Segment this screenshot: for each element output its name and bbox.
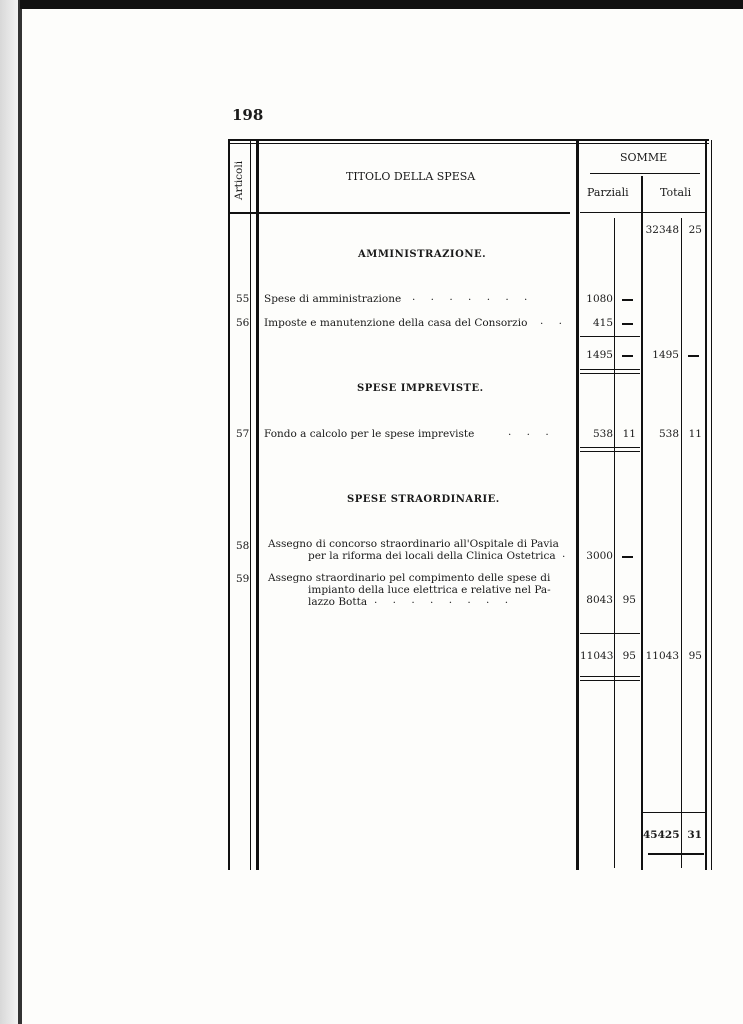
- col-totali-left: [641, 176, 643, 870]
- page-number: 198: [232, 106, 264, 124]
- row-description-line2: impianto della luce elettrica e relative nel Pa-: [308, 584, 551, 596]
- grand-total-rule: [643, 812, 707, 813]
- double-rule: [580, 373, 640, 374]
- col-articoli-right: [250, 140, 251, 870]
- table-right-border: [705, 140, 707, 870]
- row-parziali: 8043: [586, 594, 613, 606]
- double-rule: [580, 447, 640, 448]
- article-number: 58: [236, 540, 250, 552]
- col-titolo-left: [256, 140, 259, 870]
- page-left-edge: [18, 0, 22, 1024]
- header-bottom-rule-right: [580, 212, 707, 213]
- row-description: Spese di amministrazione: [264, 293, 402, 305]
- article-number: 56: [236, 317, 250, 329]
- subtotal-parziali-cent: 95: [622, 650, 636, 662]
- subtotal-totali-dash: [688, 355, 699, 357]
- leader-dots: .: [562, 548, 572, 560]
- page-binding-shadow: [0, 0, 18, 1024]
- carry-forward-total: 32348: [645, 224, 679, 236]
- row-parziali-cent-dash: [622, 299, 633, 301]
- carry-forward-cent: 25: [688, 224, 702, 236]
- table-top-rule-thin: [228, 143, 709, 144]
- row-totali-cent: 11: [688, 428, 702, 440]
- header-bottom-rule: [230, 212, 570, 214]
- header-somme: SOMME: [620, 151, 668, 164]
- section-amministrazione: AMMINISTRAZIONE.: [358, 249, 487, 260]
- row-description-line2: per la riforma dei locali della Clinica Ostetrica: [308, 550, 556, 562]
- header-totali: Totali: [660, 186, 692, 199]
- row-parziali: 3000: [586, 550, 613, 562]
- row-description-line3: lazzo Botta: [308, 596, 368, 608]
- row-parziali: 538: [592, 428, 613, 440]
- double-rule: [580, 676, 640, 677]
- grand-total: 45425: [643, 829, 680, 841]
- leader-dots: . .: [540, 315, 569, 327]
- col-parziali-cent: [614, 218, 615, 868]
- header-titolo: TITOLO DELLA SPESA: [346, 170, 476, 183]
- row-description-line1: Assegno straordinario pel compimento delle spese di: [268, 572, 551, 584]
- page-top-edge: [20, 0, 743, 9]
- row-description: Fondo a calcolo per le spese impreviste: [264, 428, 475, 440]
- double-rule: [580, 680, 640, 681]
- row-description: Imposte e manutenzione della casa del Consorzio: [264, 317, 528, 329]
- row-parziali-cent: 95: [622, 594, 636, 606]
- double-rule: [580, 451, 640, 452]
- row-parziali-cent: 11: [622, 428, 636, 440]
- row-description-line1: Assegno di concorso straordinario all'Ospitale di Pavia: [268, 538, 559, 550]
- article-number: 57: [236, 428, 250, 440]
- subtotal-cent-dash: [622, 355, 633, 357]
- table-left-border: [228, 140, 230, 870]
- subtotal-totali: 11043: [645, 650, 679, 662]
- subtotal-parziali: 1495: [586, 349, 613, 361]
- leader-dots: . . .: [508, 426, 555, 438]
- subtotal-parziali: 11043: [580, 650, 614, 662]
- col-totali-cent: [681, 218, 682, 868]
- leader-dots: . . . . . . .: [412, 291, 534, 303]
- subtotal-rule: [580, 336, 640, 337]
- section-impreviste: SPESE IMPREVISTE.: [357, 383, 484, 394]
- subtotal-totali: 1495: [652, 349, 679, 361]
- subtotal-totali-cent: 95: [688, 650, 702, 662]
- row-parziali: 415: [592, 317, 613, 329]
- table-top-rule: [228, 139, 709, 141]
- header-parziali: Parziali: [587, 186, 629, 199]
- header-articoli: Articoli: [233, 160, 245, 200]
- article-number: 59: [236, 573, 250, 585]
- grand-total-underline: [648, 853, 704, 855]
- table-right-border-thin: [711, 140, 712, 870]
- article-number: 55: [236, 293, 250, 305]
- subtotal-rule: [580, 633, 640, 634]
- leader-dots: . . . . . . . .: [374, 594, 515, 606]
- row-parziali: 1080: [586, 293, 613, 305]
- double-rule: [580, 369, 640, 370]
- grand-total-cent: 31: [687, 829, 702, 841]
- row-parziali-cent-dash: [622, 323, 633, 325]
- section-straordinarie: SPESE STRAORDINARIE.: [347, 494, 500, 505]
- row-totali: 538: [658, 428, 679, 440]
- row-parziali-cent-dash: [622, 556, 633, 558]
- somme-brace: [590, 173, 700, 174]
- col-titolo-right: [576, 140, 579, 870]
